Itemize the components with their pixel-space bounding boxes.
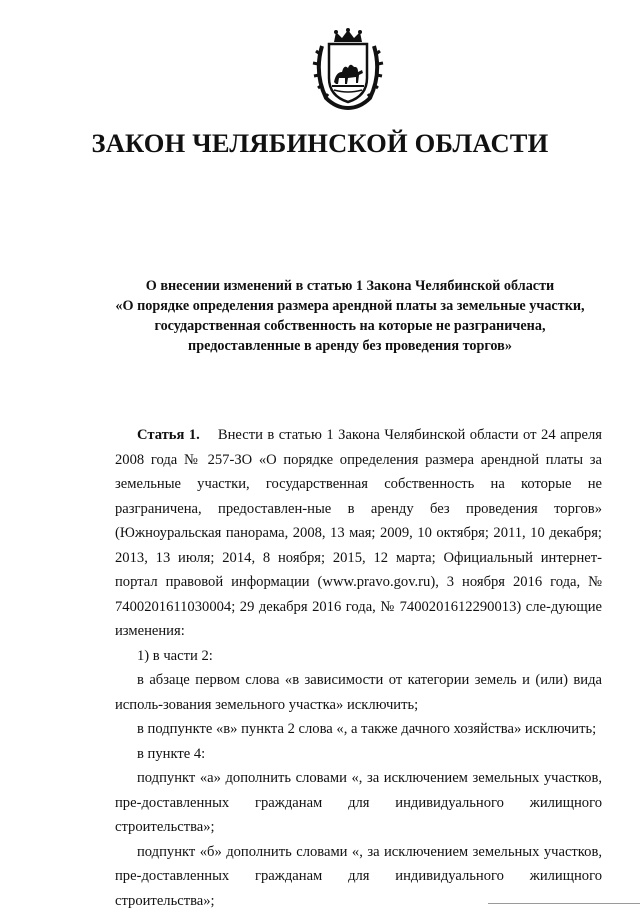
list-item: в абзаце первом слова «в зависимости от категории земель и (или) вида исполь-зования земельного участка» исключить; — [115, 668, 602, 717]
subtitle-line: предоставленные в аренду без проведения торгов» — [90, 336, 610, 356]
article-paragraph — [115, 423, 602, 644]
list-item: подпункт «б» дополнить словами «, за исключением земельных участков, пре-доставленных гражданам для индивидуального жилищного строительства»; — [115, 840, 602, 913]
law-title: ЗАКОН ЧЕЛЯБИНСКОЙ ОБЛАСТИ — [0, 128, 640, 159]
coat-of-arms-icon — [312, 28, 384, 110]
article-text: Внести в статью 1 Закона Челябинской области от 24 апреля 2008 года № 257-ЗО «О порядке определения размера арендной платы за земельные участки, государственная собственность на которые не разграничена, предоставлен-ные в аренду без проведения торгов» (Южноуральская панорама, 2008, 13 мая; 2009, 10 октября; 2011, 10 декабря; 2013, 13 июля; 2014, 8 ноября; 2015, 12 марта; Официальный интернет-портал правовой информации (www.pravo.gov.ru), 3 ноября 2016 года, № 7400201611030004; 29 декабря 2016 года, № 7400201612290013) сле-дующие изменения: — [115, 427, 602, 639]
law-subtitle — [90, 276, 610, 356]
subtitle-line: государственная собственность на которые не разграничена, — [90, 316, 610, 336]
subtitle-line: О внесении изменений в статью 1 Закона Челябинской области — [90, 276, 610, 296]
list-item: в подпункте «в» пункта 2 слова «, а также дачного хозяйства» исключить; — [115, 717, 602, 742]
list-item: в пункте 4: — [115, 742, 602, 767]
page-edge-line — [488, 903, 640, 904]
subtitle-line: «О порядке определения размера арендной платы за земельные участки, — [90, 296, 610, 316]
list-item: подпункт «а» дополнить словами «, за исключением земельных участков, пре-доставленных гражданам для индивидуального жилищного строительства»; — [115, 766, 602, 840]
law-body — [115, 423, 602, 913]
list-item: 1) в части 2: — [115, 644, 602, 669]
article-heading: Статья 1. — [137, 427, 200, 443]
